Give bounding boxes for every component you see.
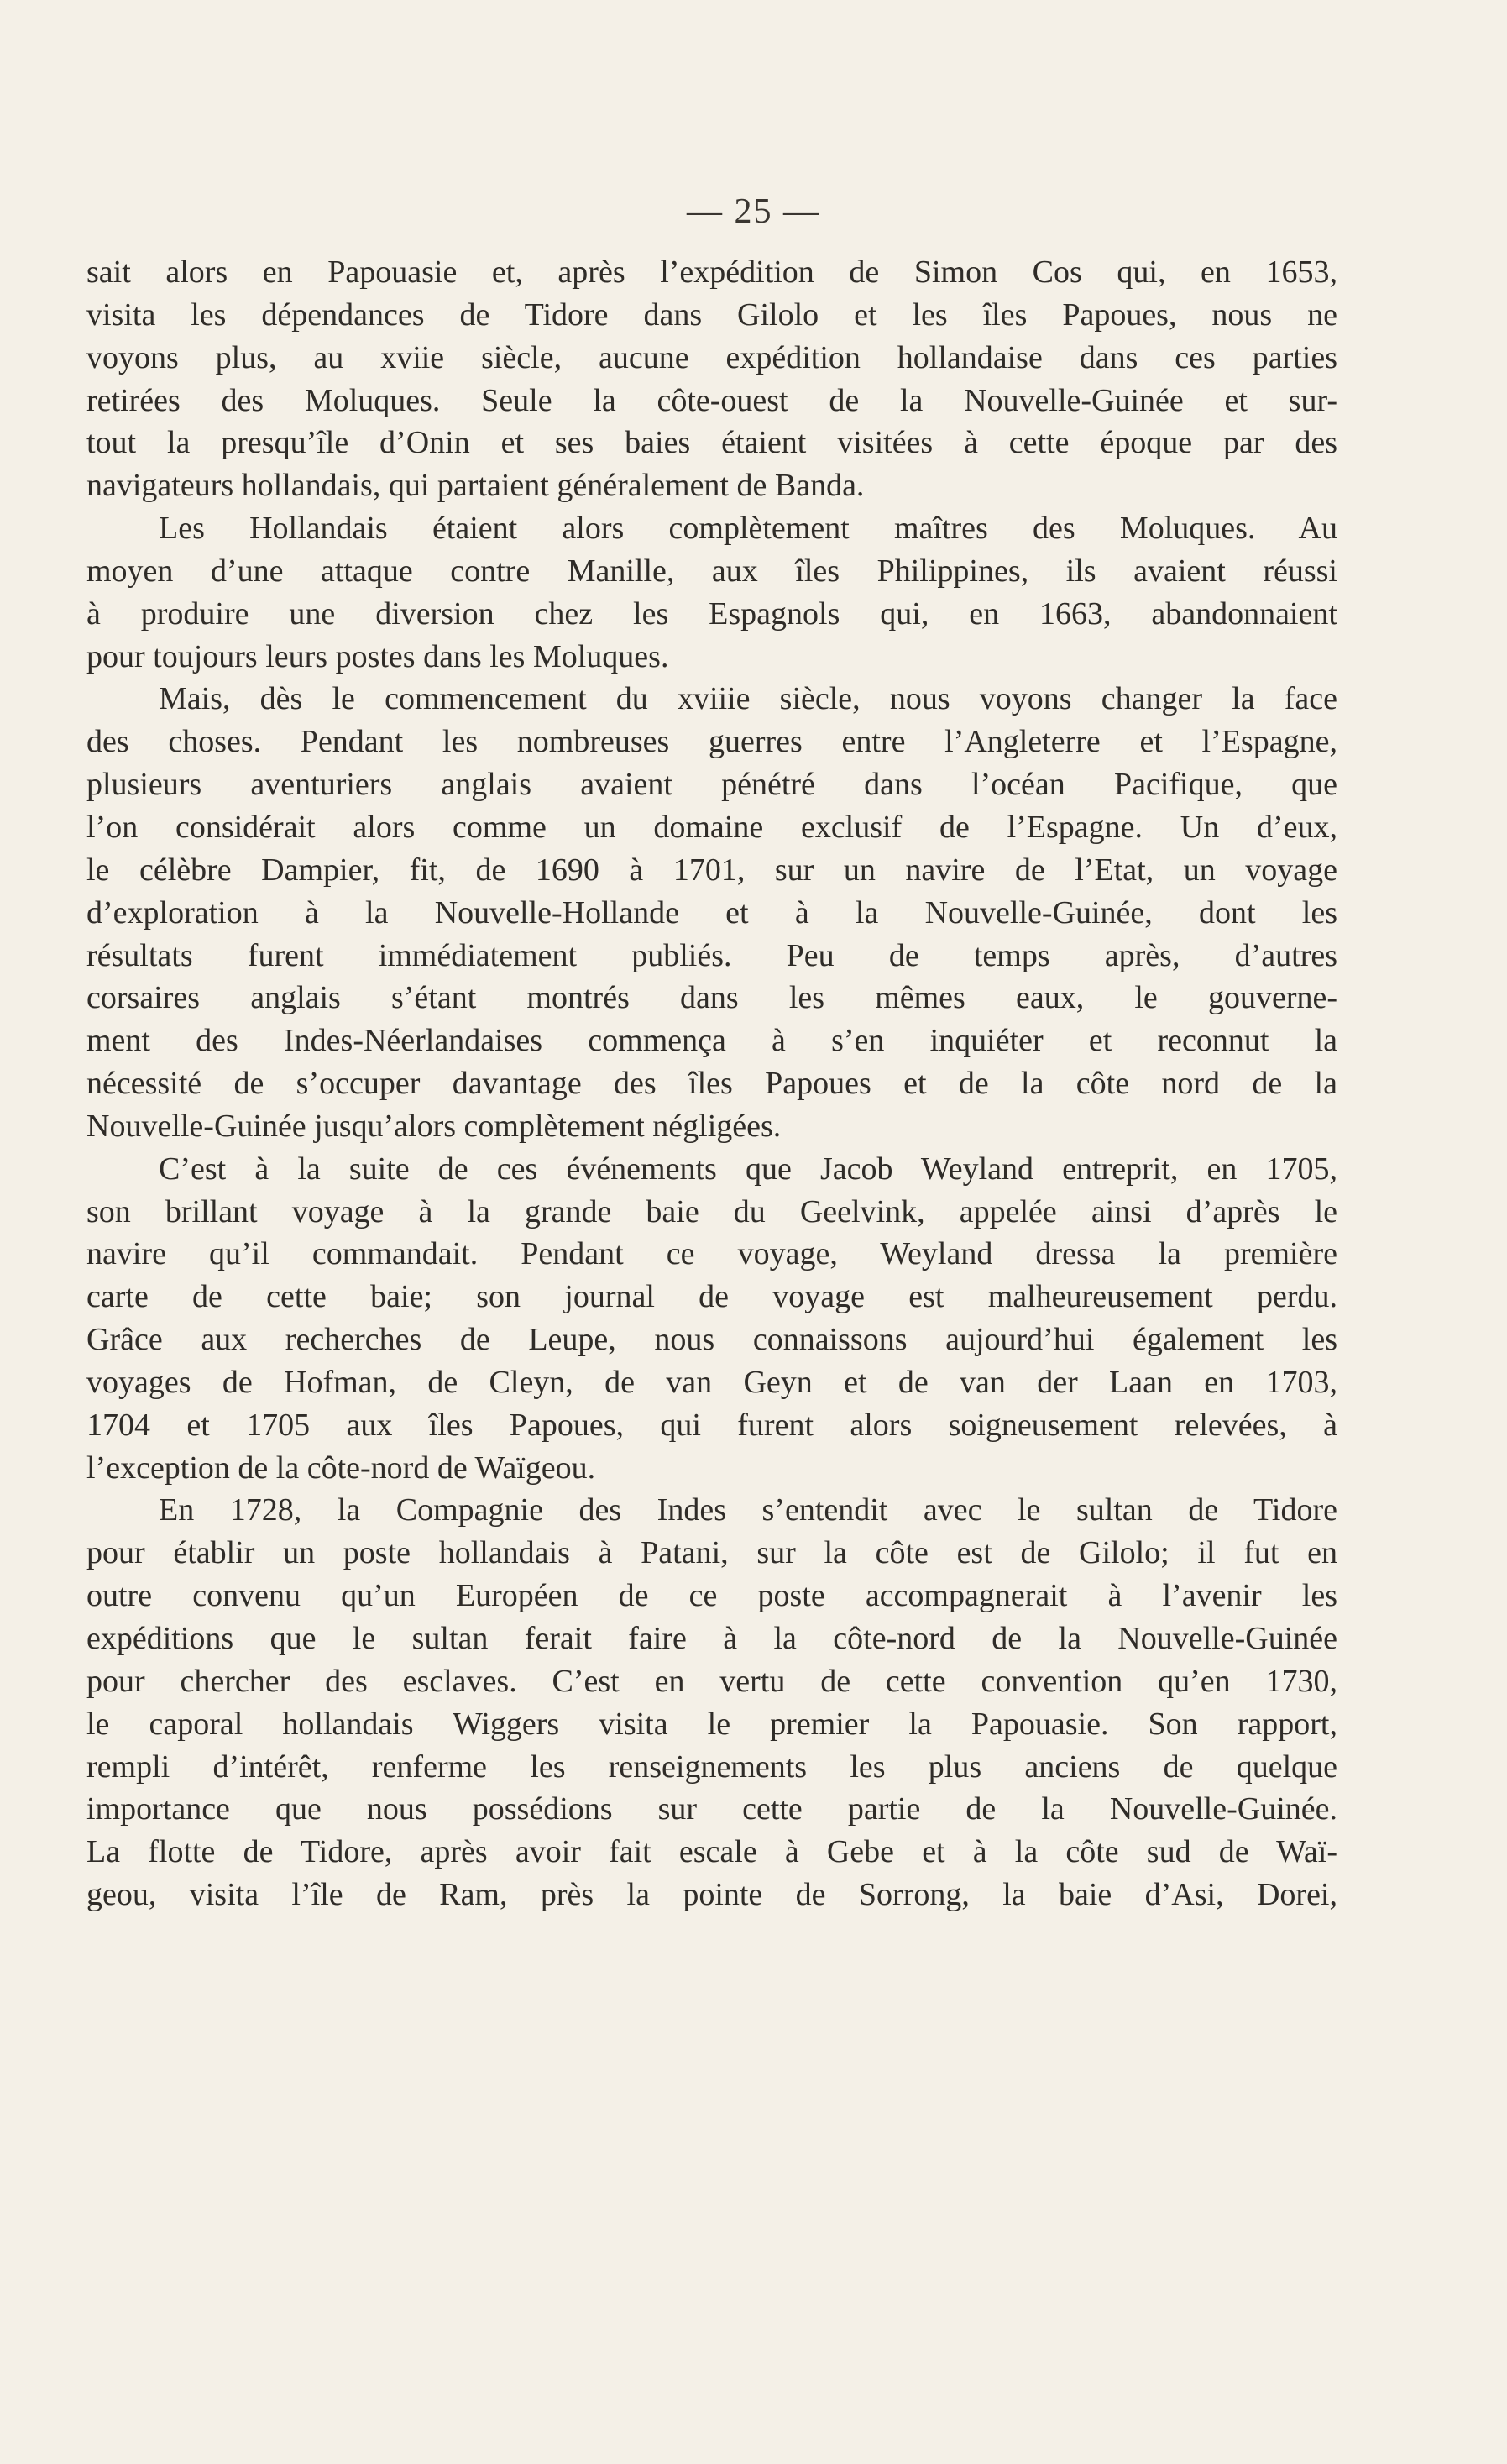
text-line: pour toujours leurs postes dans les Moluques. [86,638,669,674]
text-line: son brillant voyage à la grande baie du Geelvink, appelée ainsi d’après le [86,1193,1337,1229]
text-line: l’exception de la côte-nord de Waïgeou. [86,1450,596,1486]
text-line: tout la presqu’île d’Onin et ses baies étaient visitées à cette époque par des [86,425,1337,461]
text-line: résultats furent immédiatement publiés. Peu de temps après, d’autres [86,937,1337,973]
text-line: le caporal hollandais Wiggers visita le premier la Papouasie. Son rapport, [86,1706,1337,1742]
text-line: sait alors en Papouasie et, après l’expédition de Simon Cos qui, en 1653, [86,254,1337,290]
text-line: Mais, dès le commencement du xviiie siècle, nous voyons changer la face [159,681,1337,717]
text-line: outre convenu qu’un Européen de ce poste accompagnerait à l’avenir les [86,1578,1337,1614]
text-line: 1704 et 1705 aux îles Papoues, qui furent alors soigneusement relevées, à [86,1407,1337,1443]
text-line: voyages de Hofman, de Cleyn, de van Geyn et de van der Laan en 1703, [86,1364,1337,1400]
text-line: moyen d’une attaque contre Manille, aux îles Philippines, ils avaient réussi [86,553,1337,589]
text-line: pour établir un poste hollandais à Patani, sur la côte est de Gilolo; il fut en [86,1535,1337,1571]
text-line: navire qu’il commandait. Pendant ce voyage, Weyland dressa la première [86,1236,1337,1272]
text-line: l’on considérait alors comme un domaine exclusif de l’Espagne. Un d’eux, [86,809,1337,845]
page-number: — 25 — [687,192,820,231]
text-line: pour chercher des esclaves. C’est en vertu de cette convention qu’en 1730, [86,1663,1337,1699]
text-line: visita les dépendances de Tidore dans Gilolo et les îles Papoues, nous ne [86,296,1337,333]
text-line: Les Hollandais étaient alors complètement maîtres des Moluques. Au [159,511,1337,547]
text-line: ment des Indes-Néerlandaises commença à s’en inquiéter et reconnut la [86,1023,1337,1059]
body-text [86,251,1337,1916]
text-line: des choses. Pendant les nombreuses guerres entre l’Angleterre et l’Espagne, [86,724,1337,760]
text-line: Nouvelle-Guinée jusqu’alors complètement négligées. [86,1108,782,1144]
text-line: importance que nous possédions sur cette partie de la Nouvelle-Guinée. [86,1791,1337,1827]
text-line: Grâce aux recherches de Leupe, nous connaissons aujourd’hui également les [86,1322,1337,1358]
text-line: rempli d’intérêt, renferme les renseignements les plus anciens de quelque [86,1748,1337,1785]
text-line: geou, visita l’île de Ram, près la pointe de Sorrong, la baie d’Asi, Dorei, [86,1877,1337,1913]
text-line: voyons plus, au xviie siècle, aucune expédition hollandaise dans ces parties [86,339,1337,375]
text-line: C’est à la suite de ces événements que Jacob Weyland entreprit, en 1705, [159,1151,1337,1187]
text-line: La flotte de Tidore, après avoir fait escale à Gebe et à la côte sud de Waï- [86,1834,1337,1870]
text-line: à produire une diversion chez les Espagnols qui, en 1663, abandonnaient [86,595,1337,632]
text-line: En 1728, la Compagnie des Indes s’entendit avec le sultan de Tidore [159,1492,1337,1528]
text-line: retirées des Moluques. Seule la côte-ouest de la Nouvelle-Guinée et sur- [86,382,1337,418]
text-line: le célèbre Dampier, fit, de 1690 à 1701, sur un navire de l’Etat, un voyage [86,852,1337,888]
text-line: nécessité de s’occuper davantage des îles Papoues et de la côte nord de la [86,1066,1337,1102]
text-line: carte de cette baie; son journal de voyage est malheureusement perdu. [86,1279,1337,1315]
text-line: corsaires anglais s’étant montrés dans les mêmes eaux, le gouverne- [86,980,1337,1016]
text-line: d’exploration à la Nouvelle-Hollande et à la Nouvelle-Guinée, dont les [86,894,1337,931]
text-line: navigateurs hollandais, qui partaient généralement de Banda. [86,468,865,504]
text-line: expéditions que le sultan ferait faire à la côte-nord de la Nouvelle-Guinée [86,1621,1337,1656]
text-line: plusieurs aventuriers anglais avaient pénétré dans l’océan Pacifique, que [86,767,1337,803]
